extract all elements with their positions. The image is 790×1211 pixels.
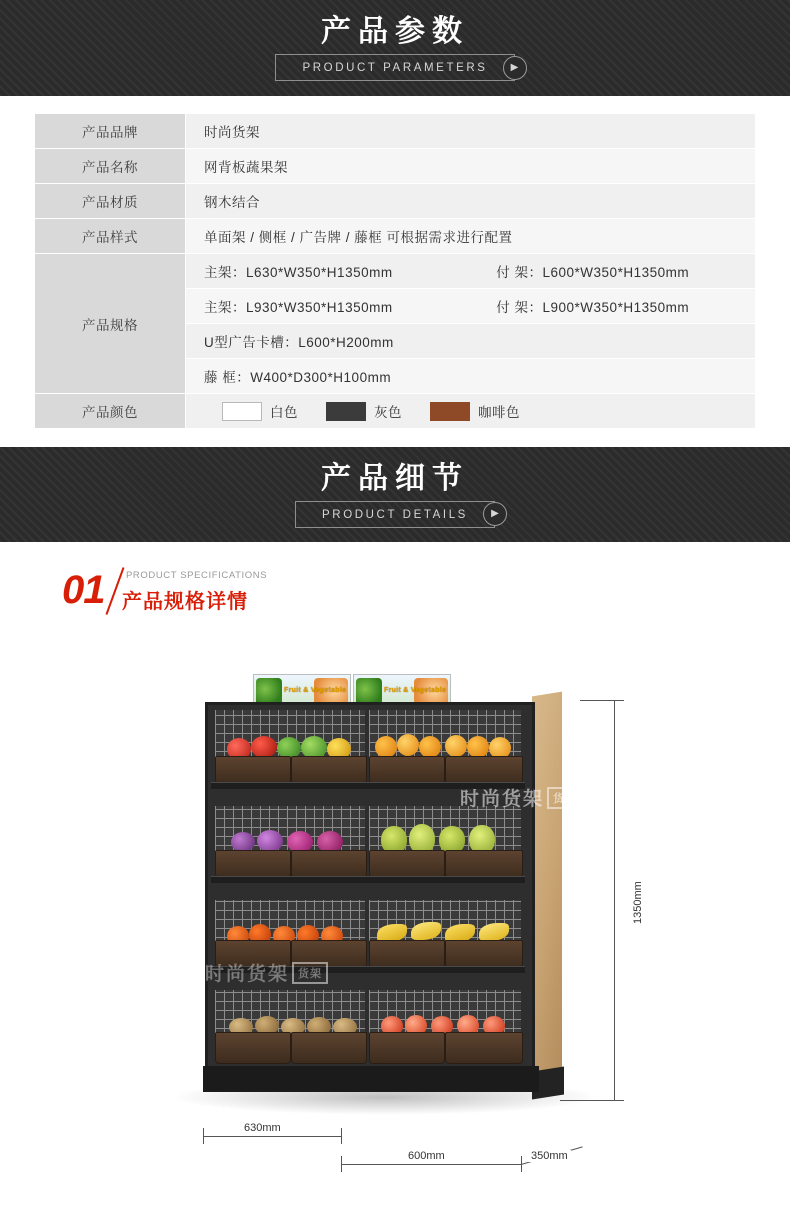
table-row xyxy=(35,254,756,289)
shelf-base-plinth xyxy=(203,1066,539,1092)
color-swatch-list xyxy=(204,401,755,421)
wicker-basket xyxy=(445,1032,523,1064)
details-heading-cn: 产品规格详情 xyxy=(122,591,248,613)
produce-item xyxy=(375,736,397,758)
section2-title-en-frame xyxy=(295,501,499,528)
section2-title-cn: 产品细节 xyxy=(321,461,469,495)
color-name-coffee: 咖啡色 xyxy=(478,405,520,420)
produce-item xyxy=(445,735,467,757)
dim-width-left-tick-a xyxy=(203,1128,204,1144)
color-name-gray: 灰色 xyxy=(374,405,402,420)
spec-main-2: 主架：L930*W350*H1350mm xyxy=(204,300,393,315)
color-swatch-white xyxy=(222,402,262,421)
produce-item xyxy=(257,830,283,852)
wicker-basket xyxy=(291,850,367,878)
wicker-basket xyxy=(445,940,523,968)
banner-inner xyxy=(0,0,790,96)
watermark-text: 时尚货架 xyxy=(205,964,290,985)
param-value-spec-3: U型广告卡槽：L600*H200mm xyxy=(186,324,756,359)
section-title-en: PRODUCT PARAMETERS xyxy=(302,62,488,74)
section-title-cn: 产品参数 xyxy=(321,15,469,48)
dim-height-leader-bottom xyxy=(560,1100,614,1101)
section2-title-en: PRODUCT DETAILS xyxy=(322,508,468,521)
table-row xyxy=(35,184,756,219)
watermark-badge: 货架 xyxy=(292,962,328,984)
ad-card-left-text: Fruit & Vegetable xyxy=(284,687,347,694)
spec-main-1: 主架：L630*W350*H1350mm xyxy=(204,265,393,280)
wicker-basket xyxy=(369,1032,445,1064)
shelf-unit-illustration xyxy=(205,674,575,1094)
shelf-bar xyxy=(211,966,525,973)
arrow-right-icon: ▶ xyxy=(503,56,527,80)
product-parameters-table xyxy=(34,113,756,429)
param-label-spec: 产品规格 xyxy=(35,254,186,394)
dim-width-left-line xyxy=(203,1136,341,1137)
param-label-name: 产品名称 xyxy=(35,149,186,184)
param-value-spec-4: 藤 框：W400*D300*H100mm xyxy=(186,359,756,394)
arrow-right-icon: ▶ xyxy=(483,502,507,526)
wicker-basket xyxy=(369,756,445,784)
ad-card-right-text: Fruit & Vegetable xyxy=(384,687,447,694)
produce-item xyxy=(231,832,255,852)
wood-side-panel xyxy=(532,692,562,1087)
shelf-bar xyxy=(211,876,525,883)
spacer xyxy=(0,429,790,447)
dim-width-right-line xyxy=(341,1164,521,1165)
spec-sub-2: 付 架：L900*W350*H1350mm xyxy=(496,300,690,315)
wicker-basket xyxy=(369,940,445,968)
details-number: 01 xyxy=(62,568,105,612)
shelf-bar xyxy=(211,782,525,789)
wicker-basket xyxy=(445,850,523,878)
param-value-brand: 时尚货架 xyxy=(186,114,756,149)
param-value-color xyxy=(186,394,756,429)
dim-width-left-tick-b xyxy=(341,1128,342,1144)
table-row xyxy=(35,149,756,184)
wicker-basket xyxy=(445,756,523,784)
dim-height-label: 1350mm xyxy=(632,881,644,924)
details-heading-en: PRODUCT SPECIFICATIONS xyxy=(126,570,268,581)
dim-height-leader-top xyxy=(580,700,614,701)
table-row xyxy=(35,114,756,149)
watermark-badge: 货架 xyxy=(547,787,583,809)
param-value-style: 单面架 / 侧框 / 广告牌 / 藤框 可根据需求进行配置 xyxy=(186,219,756,254)
spec-sub-1: 付 架：L600*W350*H1350mm xyxy=(496,265,690,280)
wicker-basket xyxy=(291,940,367,968)
param-label-brand: 产品品牌 xyxy=(35,114,186,149)
produce-item xyxy=(419,736,441,758)
param-label-color: 产品颜色 xyxy=(35,394,186,429)
param-label-style: 产品样式 xyxy=(35,219,186,254)
dim-width-right-label: 600mm xyxy=(404,1150,449,1162)
param-value-spec-2 xyxy=(186,289,756,324)
dim-depth-label: 350mm xyxy=(528,1150,571,1162)
produce-item xyxy=(251,736,277,758)
wicker-basket xyxy=(369,850,445,878)
section-banner-product-parameters xyxy=(0,0,790,96)
wicker-basket xyxy=(291,1032,367,1064)
title-block xyxy=(233,15,556,81)
param-label-material: 产品材质 xyxy=(35,184,186,219)
param-value-spec-1 xyxy=(186,254,756,289)
dim-width-right-tick-a xyxy=(341,1156,342,1172)
color-swatch-gray xyxy=(326,402,366,421)
section-banner-product-details xyxy=(0,447,790,542)
watermark-text: 时尚货架 xyxy=(460,789,545,810)
wicker-basket xyxy=(215,756,291,784)
details-heading xyxy=(34,568,756,624)
dim-height-line xyxy=(614,700,615,1100)
wicker-basket xyxy=(215,1032,291,1064)
title-block-2 xyxy=(253,462,537,528)
produce-item xyxy=(397,734,419,756)
wicker-basket xyxy=(215,850,291,878)
table-row xyxy=(35,394,756,429)
param-value-material: 钢木结合 xyxy=(186,184,756,219)
wicker-basket xyxy=(215,940,291,968)
color-name-white: 白色 xyxy=(270,405,298,420)
color-swatch-coffee xyxy=(430,402,470,421)
wicker-basket xyxy=(291,756,367,784)
produce-item xyxy=(467,736,489,758)
section-title-en-frame xyxy=(275,54,519,81)
table-row xyxy=(35,219,756,254)
banner-inner-2 xyxy=(0,447,790,542)
dim-width-left-label: 630mm xyxy=(240,1122,285,1134)
product-photo xyxy=(0,624,790,1184)
param-value-name: 网背板蔬果架 xyxy=(186,149,756,184)
